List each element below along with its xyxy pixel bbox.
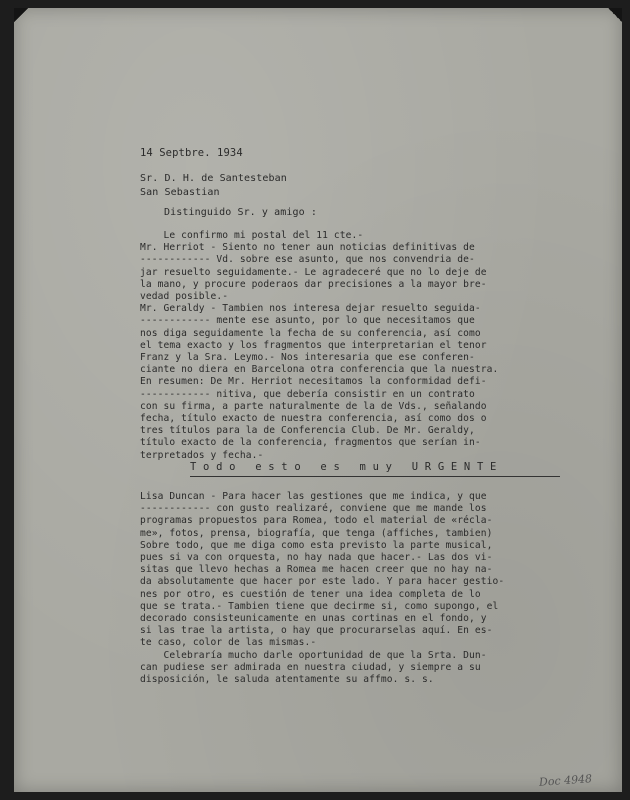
letter-sheet: [14, 8, 622, 792]
urgent-note: T o d o e s t o e s m u y U R G E N T E: [190, 461, 497, 473]
letter-body-part2: Lisa Duncan - Para hacer las gestiones que me indica, y que ------------ con gusto realizaré, conviene que me mande los programas propuestos para Romea, todo el material de «récla- me», fotos, prensa, biografía, que tenga (affiches, tambien) Sobre todo, que me diga como esta previsto la parte musical, pues si va con orquesta, no hay nada que hacer.- Las dos vi- sitas que llevo hechas a Romea me hacen creer que no hay na- da absolutamente que hacer por este lado. Y para hacer gestio- nes por otro, es cuestión de tener una idea completa de lo que se trata.- Tambien tiene que decirme si, como supongo, el decorado consisteunicamente en unas cortinas en el fondo, y si las trae la artista, o hay que procurarselas aquí. En es- te caso, color de las mismas.- Celebraría mucho darle oportunidad de que la Srta. Dun- can pudiese ser admirada en nuestra ciudad, y siempre a su disposición, le saluda atentamente su affmo. s. s.: [140, 491, 505, 686]
folded-corner: [14, 8, 28, 22]
folded-corner: [608, 8, 622, 22]
urgent-note-block: [190, 461, 604, 473]
recipient-name: Sr. D. H. de Santesteban: [140, 173, 287, 184]
recipient-address: [140, 172, 287, 199]
salutation: Distinguido Sr. y amigo :: [164, 207, 318, 218]
letter-body-part1: Le confirmo mi postal del 11 cte.- Mr. Herriot - Siento no tener aun noticias definitivas de ------------ Vd. sobre ese asunto, que nos convendria de- jar resuelto seguidamente.- Le agradeceré que no lo deje de la mano, y procure poderaos dar precisiones a la mayor bre- vedad posible.- Mr. Geraldy - Tambien nos interesa dejar resuelto seguida- ------------ mente ese asunto, por lo que necesitamos que nos diga seguidamente la fecha de su conferencia, así como el tema exacto y los fragmentos que interpretarian el tenor Franz y la Sra. Leymo.- Nos interesaria que ese conferen- ciante no diera en Barcelona otra conferencia que la nuestra. En resumen: De Mr. Herriot necesitamos la conformidad defi- ------------ nitiva, que debería consistir en un contrato con su firma, a parte naturalmente de la de Vds., señalando fecha, título exacto de nuestra conferencia, así como dos o tres títulos para la de Conferencia Club. De Mr. Geraldy, título exacto de la conferencia, fragmentos que serían in- terpretados y fecha.-: [140, 230, 499, 461]
recipient-city: San Sebastian: [140, 186, 220, 198]
letter-date: 14 Septbre. 1934: [140, 147, 243, 159]
urgent-underline: [190, 476, 560, 477]
archive-stamp: Doc 4948: [538, 772, 593, 789]
